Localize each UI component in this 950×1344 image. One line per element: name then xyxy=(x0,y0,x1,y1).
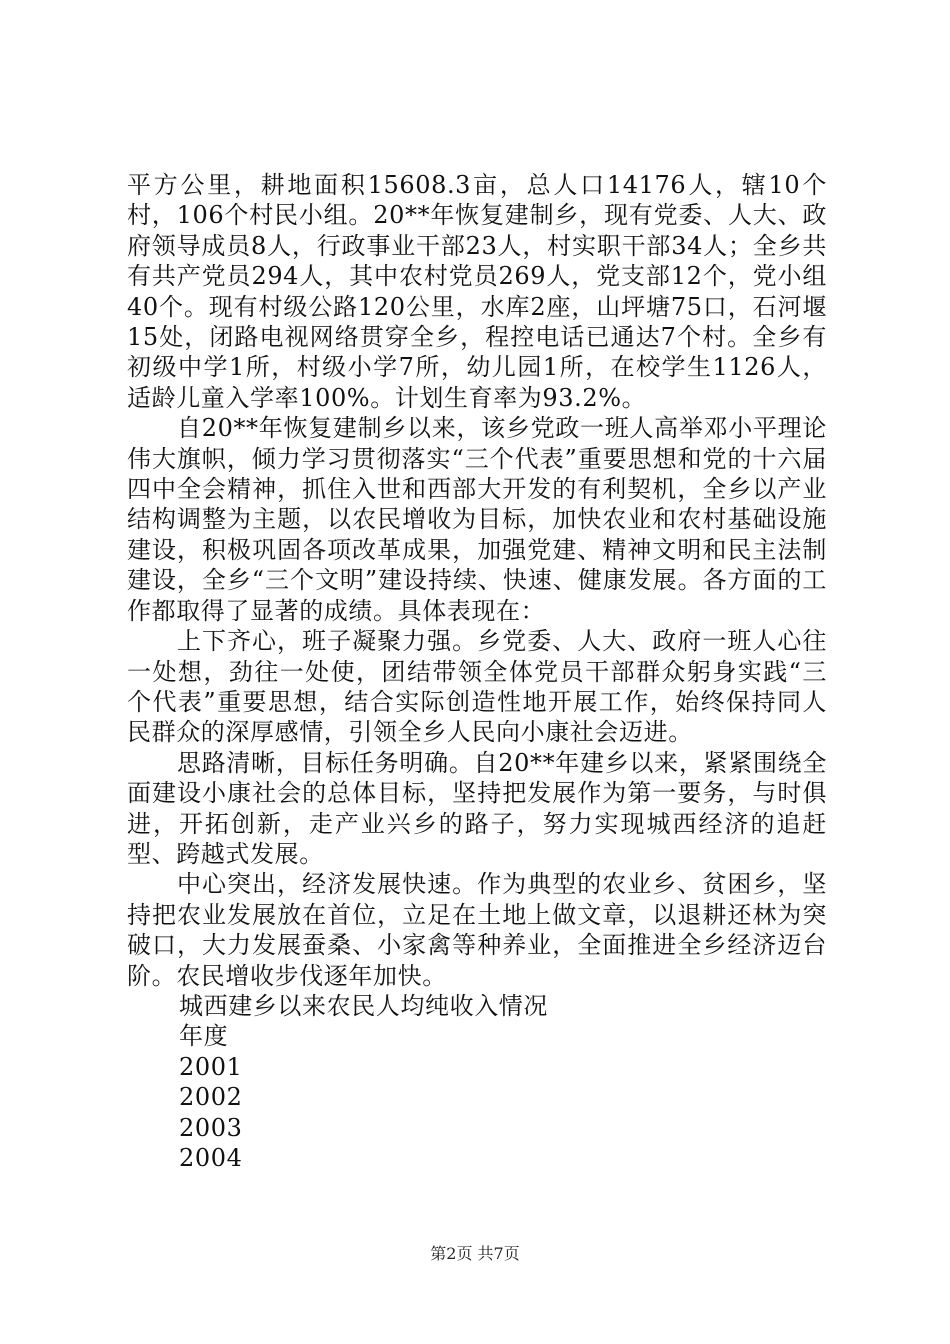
income-table-year: 2003 xyxy=(179,1113,243,1142)
income-table-year: 2004 xyxy=(179,1144,243,1172)
page-footer: 第2页 共7页 xyxy=(430,1244,520,1263)
income-table-header-year: 年度 xyxy=(179,1022,229,1051)
income-table-title: 城西建乡以来农民人均纯收入情况 xyxy=(179,991,548,1020)
paragraph-economy: 中心突出，经济发展快速。作为典型的农业乡、贫困乡，坚持把农业发展放在首位，立足在土地上做文章，以退耕还林为突破口，大力发展蚕桑、小家禽等种养业，全面推进全乡经济迈台阶。农民增收步伐逐年加快。 xyxy=(127,870,827,990)
paragraph-achievements-intro: 自20**年恢复建制乡以来，该乡党政一班人高举邓小平理论伟大旗帜，倾力学习贯彻落实“三个代表”重要思想和党的十六届四中全会精神，抓住入世和西部大开发的有利契机，全乡以产业结构调整为主题，以农民增收为目标，加快农业和农村基础设施建设，积极巩固各项改革成果，加强党建、精神文明和民主法制建设，全乡“三个文明”建设持续、快速、健康发展。各方面的工作都取得了显著的成绩。具体表现在： xyxy=(127,414,827,625)
document-body xyxy=(127,170,827,1173)
paragraph-strategy: 思路清晰，目标任务明确。自20**年建乡以来，紧紧围绕全面建设小康社会的总体目标，坚持把发展作为第一要务，与时俱进，开拓创新，走产业兴乡的路子，努力实现城西经济的追赶型、跨越式发展。 xyxy=(127,748,827,868)
income-table-year: 2001 xyxy=(179,1052,243,1081)
paragraph-leadership: 上下齐心，班子凝聚力强。乡党委、人大、政府一班人心往一处想，劲往一处使，团结带领全体党员干部群众躬身实践“三个代表”重要思想，结合实际创造性地开展工作，始终保持同人民群众的深厚感情，引领全乡人民向小康社会迈进。 xyxy=(127,627,827,747)
paragraph-overview: 平方公里，耕地面积15608.3亩，总人口14176人，辖10个村，106个村民小组。20**年恢复建制乡，现有党委、人大、政府领导成员8人，行政事业干部23人，村实职干部34人；全乡共有共产党员294人，其中农村党员269人，党支部12个，党小组40个。现有村级公路120公里，水库2座，山坪塘75口，石河堰15处，闭路电视网络贯穿全乡，程控电话已通达7个村。全乡有初级中学1所，村级小学7所，幼儿园1所，在校学生1126人，适龄儿童入学率100%。计划生育率为93.2%。 xyxy=(127,171,827,412)
income-table-year: 2002 xyxy=(179,1083,243,1112)
